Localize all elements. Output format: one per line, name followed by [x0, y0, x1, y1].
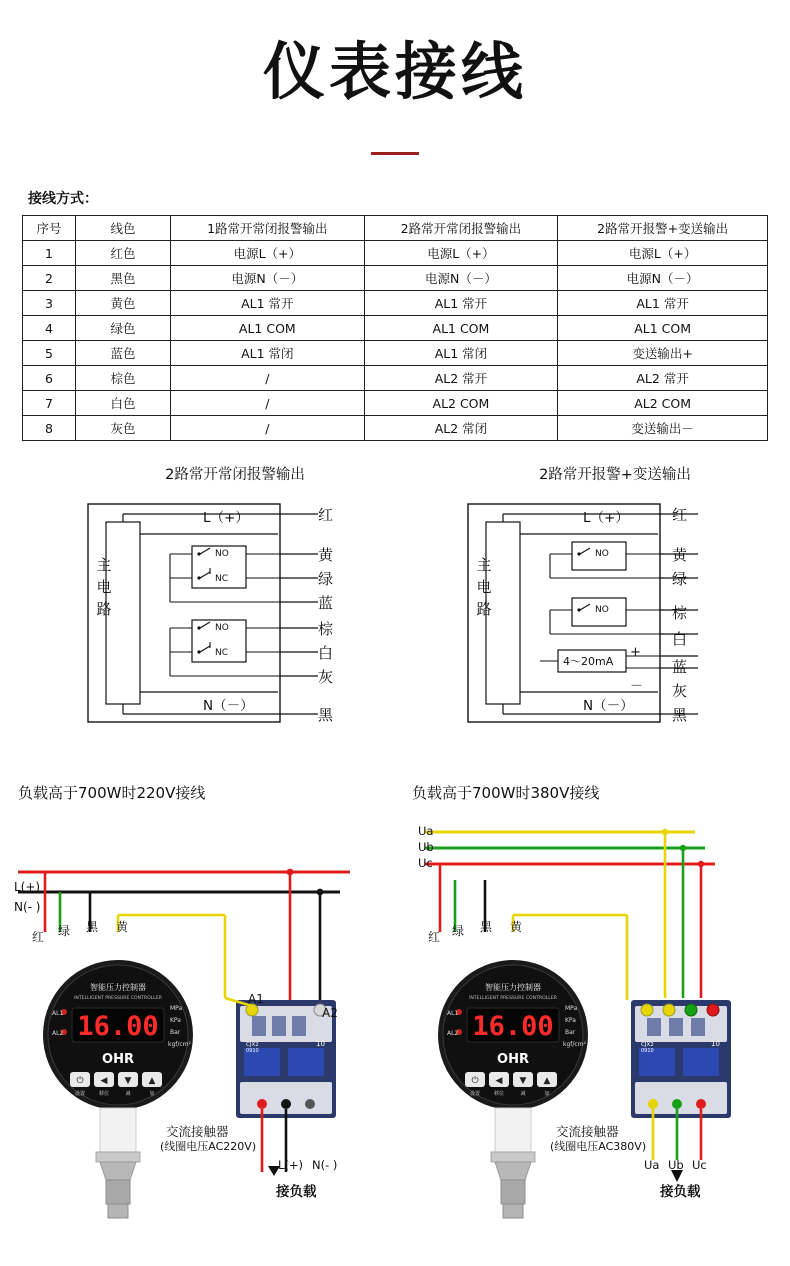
left-main-circuit-block-label: 主 电 路 — [96, 556, 112, 618]
svg-text:INTELLIGENT PRESSURE CONTROLLE: INTELLIGENT PRESSURE CONTROLLER — [469, 996, 557, 1001]
cell-col2: AL2 常开 — [364, 366, 558, 391]
right-terminal-lplus: L（+） — [583, 510, 629, 526]
svg-text:移位: 移位 — [493, 1091, 505, 1097]
svg-text:◀: ◀ — [495, 1076, 503, 1086]
cell-col3: AL2 COM — [558, 391, 768, 416]
cell-index: 7 — [23, 391, 76, 416]
contactor-terminal-a2: A2 — [322, 1006, 338, 1020]
right-wire-label-gray: 灰 — [672, 682, 688, 700]
svg-text:▼: ▼ — [124, 1076, 132, 1086]
wire-label-black-right: 黑 — [480, 920, 493, 934]
transmitter-minus-sign: － — [630, 679, 644, 694]
bottom-terminal-n-left: N(- ) — [312, 1158, 338, 1172]
transmitter-plus-sign: + — [630, 645, 641, 660]
svg-text:减: 减 — [520, 1091, 526, 1097]
contactor-terminal-a1: A1 — [248, 992, 264, 1006]
right-terminal-nminus: N（－） — [583, 698, 634, 714]
right-wire-label-white: 白 — [672, 630, 688, 648]
cell-col3: 电源L（+） — [558, 241, 768, 266]
contactor-subcaption-left: (线圈电压AC220V) — [160, 1140, 257, 1153]
svg-text:NO: NO — [215, 549, 229, 559]
left-wire-label-brown: 棕 — [318, 620, 334, 638]
svg-text:◀: ◀ — [100, 1076, 108, 1086]
header-wire-color: 线色 — [76, 216, 171, 241]
cell-col2: 电源L（+） — [364, 241, 558, 266]
cell-col3: AL2 常开 — [558, 366, 768, 391]
lower-right-title: 负载高于700W时380V接线 — [412, 784, 600, 802]
svg-text:智能压力控制器: 智能压力控制器 — [485, 983, 541, 992]
svg-text:AL1: AL1 — [447, 1010, 459, 1017]
right-wire-label-blue: 蓝 — [672, 658, 688, 676]
cell-col3: 变送输出－ — [558, 416, 768, 441]
bottom-terminal-uc: Uc — [692, 1158, 707, 1172]
bottom-terminal-ua: Ua — [644, 1158, 660, 1172]
svg-text:Bar: Bar — [565, 1029, 576, 1036]
cell-col1: / — [171, 366, 365, 391]
cell-color: 蓝色 — [76, 341, 171, 366]
header-index: 序号 — [23, 216, 76, 241]
cell-index: 4 — [23, 316, 76, 341]
svg-text:NO: NO — [595, 549, 609, 559]
cell-color: 黑色 — [76, 266, 171, 291]
cell-color: 灰色 — [76, 416, 171, 441]
cell-index: 1 — [23, 241, 76, 266]
lower-right-diagram — [395, 820, 790, 1244]
svg-text:0910: 0910 — [246, 1048, 259, 1054]
svg-text:NC: NC — [215, 574, 229, 584]
left-wire-label-blue: 蓝 — [318, 594, 334, 612]
cell-col1: 电源N（－） — [171, 266, 365, 291]
svg-text:移位: 移位 — [98, 1091, 110, 1097]
right-wire-label-black: 黑 — [672, 706, 688, 724]
left-wire-label-black: 黑 — [318, 706, 334, 724]
table-row — [23, 291, 768, 316]
table-row — [23, 341, 768, 366]
svg-text:⏻: ⏻ — [471, 1076, 479, 1086]
svg-text:OHR: OHR — [102, 1052, 134, 1067]
svg-text:NO: NO — [595, 605, 609, 615]
right-wire-label-yellow: 黄 — [672, 546, 688, 564]
svg-text:kgf/cm²: kgf/cm² — [563, 1041, 586, 1048]
svg-text:16.00: 16.00 — [77, 1011, 159, 1042]
wire-label-red-right: 红 — [428, 930, 441, 944]
left-terminal-lplus: L（+） — [203, 510, 249, 526]
cell-col3: 电源N（－） — [558, 266, 768, 291]
cell-index: 5 — [23, 341, 76, 366]
svg-text:NC: NC — [215, 648, 229, 658]
right-main-circuit-block-label: 主 电 路 — [476, 556, 492, 618]
cell-index: 3 — [23, 291, 76, 316]
bottom-terminal-ub: Ub — [668, 1158, 684, 1172]
table-row — [23, 241, 768, 266]
load-label-right: 接负载 — [660, 1184, 701, 1200]
bottom-terminal-l-left: L(+) — [278, 1158, 304, 1172]
svg-text:10: 10 — [316, 1040, 325, 1048]
svg-text:AL2: AL2 — [52, 1030, 64, 1037]
cell-col2: 电源N（－） — [364, 266, 558, 291]
cell-col2: AL1 常闭 — [364, 341, 558, 366]
svg-text:16.00: 16.00 — [472, 1011, 554, 1042]
svg-text:MPa: MPa — [565, 1005, 578, 1012]
cell-col3: 变送输出+ — [558, 341, 768, 366]
svg-text:AL1: AL1 — [52, 1010, 64, 1017]
cell-col1: / — [171, 391, 365, 416]
wire-label-green-right: 绿 — [452, 924, 465, 938]
cell-index: 6 — [23, 366, 76, 391]
phase-label-ua: Ua — [418, 824, 434, 838]
left-wire-label-green: 绿 — [318, 570, 334, 588]
cell-col3: AL1 常开 — [558, 291, 768, 316]
table-row — [23, 416, 768, 441]
cell-color: 棕色 — [76, 366, 171, 391]
left-wire-label-gray: 灰 — [318, 668, 334, 686]
table-row — [23, 266, 768, 291]
svg-text:4～20mA: 4～20mA — [563, 655, 614, 668]
left-wire-label-white: 白 — [318, 644, 334, 662]
svg-text:NO: NO — [215, 623, 229, 633]
phase-label-uc: Uc — [418, 856, 433, 870]
svg-text:设置: 设置 — [74, 1091, 86, 1097]
svg-text:AL2: AL2 — [447, 1030, 459, 1037]
left-terminal-nminus: N（－） — [203, 698, 254, 714]
cell-color: 红色 — [76, 241, 171, 266]
table-row — [23, 316, 768, 341]
cell-color: 绿色 — [76, 316, 171, 341]
svg-text:加: 加 — [544, 1091, 550, 1097]
right-wire-label-green: 绿 — [672, 570, 688, 588]
svg-text:Bar: Bar — [170, 1029, 181, 1036]
wire-label-yellow-right: 黄 — [510, 920, 523, 934]
wire-label-green-left: 绿 — [58, 924, 71, 938]
cell-index: 2 — [23, 266, 76, 291]
svg-text:OHR: OHR — [497, 1052, 529, 1067]
table-row — [23, 391, 768, 416]
header-col-3: 2路常开报警+变送输出 — [558, 216, 768, 241]
contactor-caption-left: 交流接触器 — [166, 1124, 229, 1139]
svg-text:⏻: ⏻ — [76, 1076, 84, 1086]
cell-col2: AL2 COM — [364, 391, 558, 416]
cell-col1: 电源L（+） — [171, 241, 365, 266]
load-label-left: 接负载 — [276, 1184, 317, 1200]
cell-color: 白色 — [76, 391, 171, 416]
svg-text:▲: ▲ — [148, 1076, 156, 1086]
svg-text:设置: 设置 — [469, 1091, 481, 1097]
cell-col3: AL1 COM — [558, 316, 768, 341]
contactor-caption-right: 交流接触器 — [556, 1124, 619, 1139]
cell-col1: AL1 常闭 — [171, 341, 365, 366]
left-wire-label-red: 红 — [318, 506, 334, 524]
svg-text:0910: 0910 — [641, 1048, 654, 1054]
phase-label-ub: Ub — [418, 840, 434, 854]
svg-text:CJX2: CJX2 — [641, 1042, 654, 1048]
header-col-1: 1路常开常闭报警输出 — [171, 216, 365, 241]
svg-text:10: 10 — [711, 1040, 720, 1048]
title-divider — [371, 152, 419, 155]
table-row — [23, 366, 768, 391]
svg-text:MPa: MPa — [170, 1005, 183, 1012]
wire-label-red-left: 红 — [32, 930, 45, 944]
header-col-2: 2路常开常闭报警输出 — [364, 216, 558, 241]
cell-col2: AL1 常开 — [364, 291, 558, 316]
right-wire-label-brown: 棕 — [672, 604, 688, 622]
cell-col2: AL2 常闭 — [364, 416, 558, 441]
svg-text:KPa: KPa — [170, 1017, 181, 1024]
svg-text:▲: ▲ — [543, 1076, 551, 1086]
svg-text:▼: ▼ — [519, 1076, 527, 1086]
contactor-subcaption-right: (线圈电压AC380V) — [550, 1140, 647, 1153]
cell-col1: AL1 常开 — [171, 291, 365, 316]
lower-left-diagram — [0, 820, 395, 1244]
cell-color: 黄色 — [76, 291, 171, 316]
schematic-left-title: 2路常开常闭报警输出 — [165, 467, 305, 483]
cell-col1: AL1 COM — [171, 316, 365, 341]
supply-label-n: N(- ) — [14, 900, 41, 914]
lower-left-title: 负载高于700W时220V接线 — [18, 784, 206, 802]
wiring-table — [22, 215, 768, 441]
svg-text:kgf/cm²: kgf/cm² — [168, 1041, 191, 1048]
svg-text:减: 减 — [125, 1091, 131, 1097]
page-title: 仪表接线 — [262, 35, 527, 108]
svg-text:INTELLIGENT PRESSURE CONTROLLE: INTELLIGENT PRESSURE CONTROLLER — [74, 996, 162, 1001]
cell-col2: AL1 COM — [364, 316, 558, 341]
left-wire-label-yellow: 黄 — [318, 546, 334, 564]
svg-text:KPa: KPa — [565, 1017, 576, 1024]
cell-col1: / — [171, 416, 365, 441]
right-wire-label-red: 红 — [672, 506, 688, 524]
schematic-right-title: 2路常开报警+变送输出 — [539, 467, 691, 483]
supply-label-l: L(+) — [14, 880, 41, 894]
wire-label-black-left: 黑 — [86, 920, 99, 934]
table-header-row — [23, 216, 768, 241]
svg-text:CJX2: CJX2 — [246, 1042, 259, 1048]
wire-label-yellow-left: 黄 — [116, 920, 129, 934]
svg-text:加: 加 — [149, 1091, 155, 1097]
svg-text:智能压力控制器: 智能压力控制器 — [90, 983, 146, 992]
cell-index: 8 — [23, 416, 76, 441]
wiring-method-label: 接线方式： — [28, 191, 98, 207]
